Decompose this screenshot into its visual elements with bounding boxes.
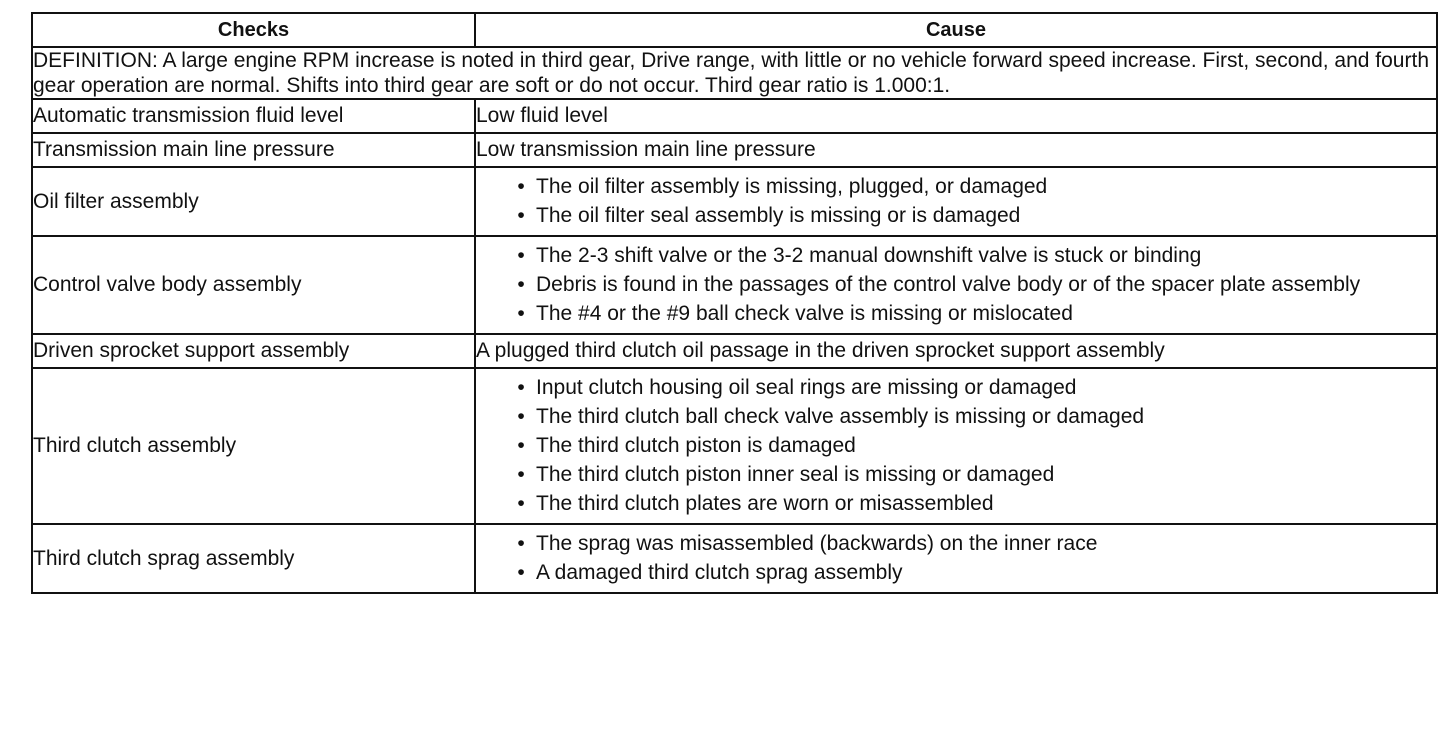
cause-item-text: Input clutch housing oil seal rings are missing or damaged <box>536 376 1077 399</box>
cause-list <box>476 168 1436 235</box>
cause-item <box>512 302 1376 326</box>
bullet-icon: • <box>517 175 525 198</box>
cause-cell: A plugged third clutch oil passage in the driven sprocket support assembly <box>475 334 1437 368</box>
cause-item <box>512 273 1376 297</box>
cause-item <box>512 532 1376 556</box>
diagnosis-table <box>31 12 1438 594</box>
bullet-icon: • <box>517 532 525 555</box>
cause-item <box>512 434 1376 458</box>
bullet-icon: • <box>517 376 525 399</box>
cause-item <box>512 376 1376 400</box>
bullet-icon: • <box>517 463 525 486</box>
bullet-icon: • <box>517 561 525 584</box>
check-cell: Automatic transmission fluid level <box>32 99 475 133</box>
cause-item <box>512 204 1376 228</box>
bullet-icon: • <box>517 273 525 296</box>
definition-text: DEFINITION: A large engine RPM increase is noted in third gear, Drive range, with little or no vehicle forward speed increase. First, second, and fourth gear operation are normal. Shifts into third gear are soft or do not occur. Third gear ratio is 1.000:1. <box>32 47 1437 99</box>
definition-row <box>32 47 1437 99</box>
table-row <box>32 167 1437 236</box>
cause-item <box>512 175 1376 199</box>
cause-item-text: A damaged third clutch sprag assembly <box>536 561 903 584</box>
table-row <box>32 133 1437 167</box>
table-row <box>32 368 1437 524</box>
cause-item-text: The 2-3 shift valve or the 3-2 manual downshift valve is stuck or binding <box>536 244 1202 267</box>
cause-item <box>512 561 1376 585</box>
cause-item <box>512 405 1376 429</box>
table-row <box>32 99 1437 133</box>
check-cell: Third clutch sprag assembly <box>32 524 475 593</box>
cause-cell <box>475 368 1437 524</box>
cause-item-text: Debris is found in the passages of the control valve body or of the spacer plate assembly <box>536 273 1361 296</box>
cause-item-text: The #4 or the #9 ball check valve is missing or mislocated <box>536 302 1073 325</box>
cause-item <box>512 492 1376 516</box>
table-row <box>32 334 1437 368</box>
cause-cell: Low transmission main line pressure <box>475 133 1437 167</box>
cause-item <box>512 463 1376 487</box>
check-cell: Transmission main line pressure <box>32 133 475 167</box>
cause-item-text: The third clutch ball check valve assembly is missing or damaged <box>536 405 1145 428</box>
bullet-icon: • <box>517 244 525 267</box>
check-cell: Control valve body assembly <box>32 236 475 334</box>
bullet-icon: • <box>517 302 525 325</box>
bullet-icon: • <box>517 204 525 227</box>
cause-item-text: The sprag was misassembled (backwards) on the inner race <box>536 532 1098 555</box>
cause-header: Cause <box>475 13 1437 47</box>
checks-header: Checks <box>32 13 475 47</box>
table-row <box>32 236 1437 334</box>
cause-cell: Low fluid level <box>475 99 1437 133</box>
cause-item-text: The third clutch plates are worn or misassembled <box>536 492 994 515</box>
bullet-icon: • <box>517 434 525 457</box>
cause-item-text: The third clutch piston inner seal is missing or damaged <box>536 463 1055 486</box>
cause-list <box>476 525 1436 592</box>
cause-cell <box>475 167 1437 236</box>
cause-item-text: The third clutch piston is damaged <box>536 434 856 457</box>
bullet-icon: • <box>517 405 525 428</box>
cause-list <box>476 369 1436 523</box>
cause-item <box>512 244 1376 268</box>
cause-list <box>476 237 1436 333</box>
header-row <box>32 13 1437 47</box>
cause-item-text: The oil filter seal assembly is missing or is damaged <box>536 204 1021 227</box>
check-cell: Oil filter assembly <box>32 167 475 236</box>
cause-cell <box>475 524 1437 593</box>
cause-cell <box>475 236 1437 334</box>
check-cell: Driven sprocket support assembly <box>32 334 475 368</box>
bullet-icon: • <box>517 492 525 515</box>
table-row <box>32 524 1437 593</box>
check-cell: Third clutch assembly <box>32 368 475 524</box>
cause-item-text: The oil filter assembly is missing, plugged, or damaged <box>536 175 1048 198</box>
